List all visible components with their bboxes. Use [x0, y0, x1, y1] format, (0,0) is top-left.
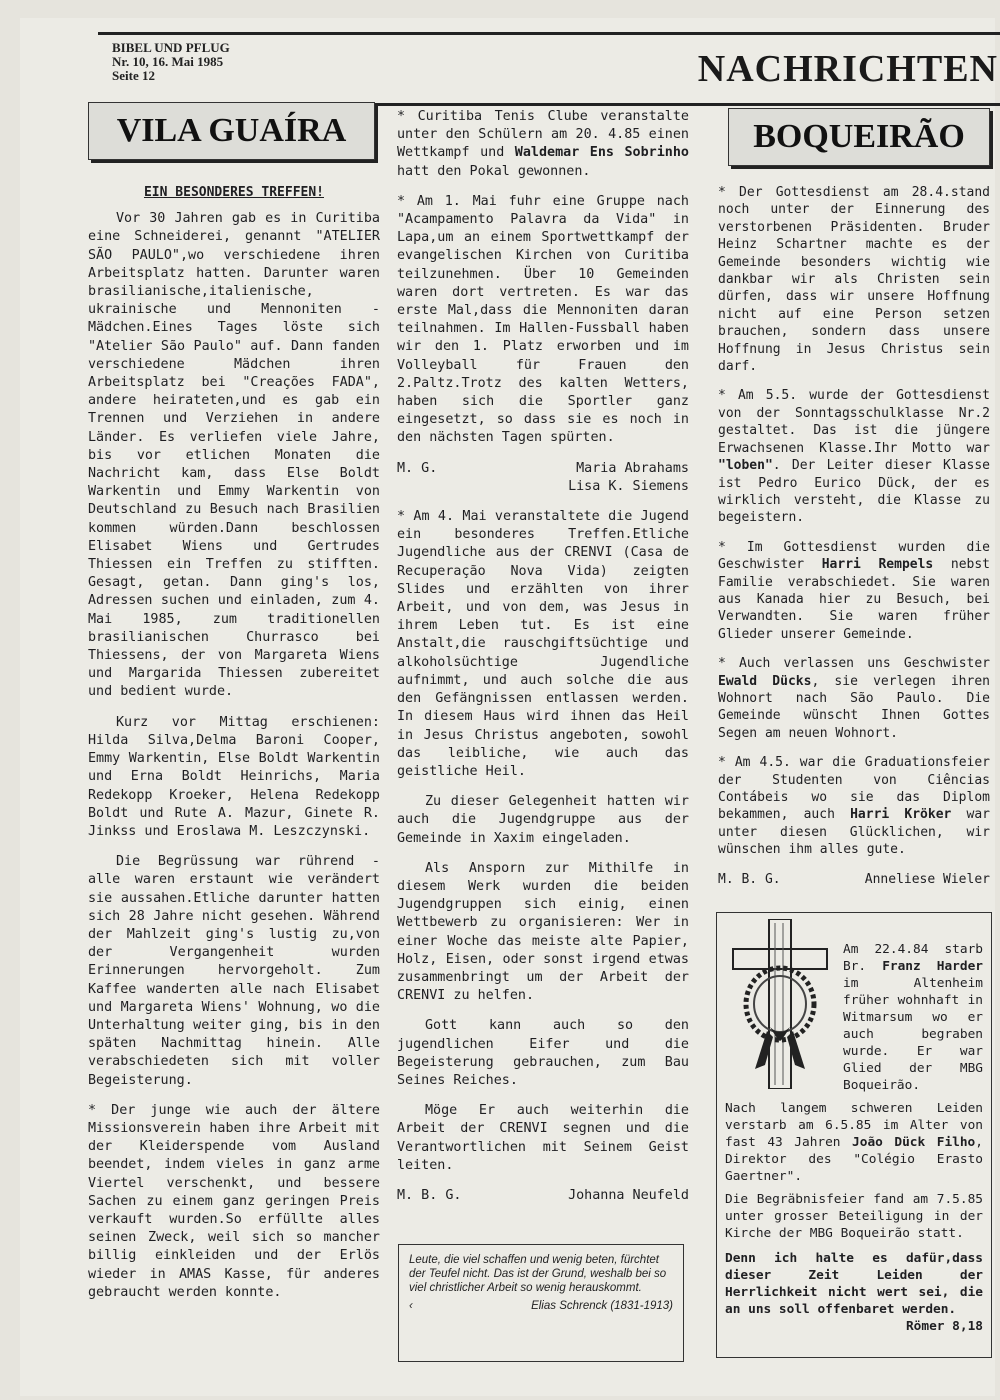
- quote-author: Elias Schrenck (1831-1913): [531, 1300, 673, 1312]
- publication-name: BIBEL UND PFLUG: [112, 40, 230, 55]
- article-paragraph: Kurz vor Mittag erschienen: Hilda Silva,Delma Baroni Cooper, Emmy Warkentin, Else Boldt Warkentin und Erna Boldt Heinrichs, Maria Redekopp Kroeker, Helena Redekopp Boldt und Rute A. Mazur, Ginete R. Jinkss und Eroslawa M. Leszczynski.: [88, 714, 380, 839]
- text-run: , sie verlegen ihren Wohnort nach São Paulo. Die Gemeinde wünscht Ihnen Gottes Segen am neuen Wohnort.: [718, 673, 990, 741]
- signature-name: Maria Abrahams: [576, 460, 689, 476]
- article-paragraph: Die Begrüssung war rührend - alle waren erstaunt wie verändert sie aussahen.Etliche darunter hatten sich 28 Jahre nicht gesehen. Während der Mahlzeit ging's lustig zu,von der Vergangenheit wurden Erinnerungen hervorgeholt. Zum Kaffee wanderten alle nach Elisabet und Margareta Wiens' Wohnung, wo die Unterhaltung weiter ging, bis in den späten Nachmittag hinein. Alle verabschiedeten sich mit voller Begeisterung.: [88, 854, 380, 1088]
- article-paragraph: Zu dieser Gelegenheit hatten wir auch die Jugendgruppe aus der Gemeinde in Xaxim eingeladen.: [397, 794, 689, 846]
- text-run: * Auch verlassen uns Geschwister: [718, 656, 990, 672]
- article-paragraph: [718, 539, 990, 643]
- issue-number: Nr. 10, 16. Mai 1985: [112, 54, 224, 69]
- bold-name: Harri Rempels: [821, 557, 934, 573]
- text-run: im Altenheim früher wohnhaft in Witmarsum wo er auch begraben wurde. Er war Glied der MBG Boqueirão.: [843, 976, 983, 1093]
- column-middle: [397, 108, 689, 1217]
- signature-org: M. B. G.: [397, 1187, 462, 1203]
- article-paragraph: Gott kann auch so den jugendlichen Eifer und die Begeisterung gebrauchen, zum Bau Seines Reiches.: [397, 1018, 689, 1088]
- bold-name: Waldemar Ens Sobrinho: [514, 145, 689, 161]
- article-paragraph: * Der junge wie auch der ältere Missionsverein haben ihre Arbeit mit der Kleiderspende vom Ausland beendet, indem vieles in ganz arme Viertel verschenkt, und bessere Sachen zu einem ganz geringen Preis verkauft wurden.So erfüllte alles seinen Zweck, weil sich so mancher billig einkleiden und der Erlös wieder in AMAS Kasse, für anderes gebraucht werden konnte.: [88, 1102, 380, 1300]
- text-run: * Im Gottesdienst wurden die Geschwister: [718, 539, 990, 573]
- bold-name: João Dück Filho: [852, 1135, 976, 1150]
- quote-author-line: [409, 1299, 673, 1313]
- article-paragraph: [718, 387, 990, 526]
- bold-name: Franz Harder: [882, 959, 983, 974]
- publication-info: [112, 41, 230, 83]
- signature-name: Johanna Neufeld: [568, 1187, 689, 1203]
- text-run: * Am 5.5. wurde der Gottesdienst von der Sonntagsschulklasse Nr.2 gestaltet. Das ist die jüngere Erwachsenen Klasse.Ihr Motto war: [718, 388, 990, 456]
- obituary-paragraph: [843, 919, 983, 1094]
- signature: [718, 871, 990, 888]
- text-run: Nach langem schweren Leiden verstarb am 6.5.85 im Alter von fast 43 Jahren: [725, 1101, 983, 1150]
- text-run: hatt den Pokal gewonnen.: [397, 163, 591, 179]
- signature: [397, 460, 689, 496]
- boqueirao-title: BOQUEIRÃO: [728, 108, 990, 166]
- article-paragraph: Vor 30 Jahren gab es in Curitiba eine Schneiderei, genannt "ATELIER SÃO PAULO",wo verschiedene ihren Arbeitsplatz hatten. Darunter waren brasilianische,italienische, ukrainische und Mennoniten - Mädchen.Eines Tages löste sich "Atelier São Paulo" auf. Dann fanden verschiedene Mädchen ihren Arbeitsplatz bei "Creações FADA", andere heirateten,und es gab ein Trennen und Verziehen in andere Länder. Es verliefen viele Jahre, bis vor etlichen Monaten die Nachricht kam, dass Else Boldt Warkentin und Emmy Warkentin von Deutschland zu Besuch nach Brasilien kommen würden.Dann beschlossen Elisabet Wiens und Gertrudes Thiessen ein Treffen zu stifften. Gesagt, getan. Dann ging's los, Adressen suchen und einladen, zum 4. Mai 1985, zum traditionellen brasilianischen Churrasco bei Thiessens, der von Margareta Wiens und Margarida Thiessen zubereitet und bedient wurde.: [88, 211, 380, 700]
- bold-name: Harri Kröker: [850, 807, 952, 823]
- article-subhead: EIN BESONDERES TREFFEN!: [143, 185, 324, 200]
- obituary-paragraph: Die Begräbnisfeier fand am 7.5.85 unter grosser Beteiligung in der Kirche der MBG Boqueirão statt.: [725, 1192, 983, 1241]
- article-paragraph: * Am 4. Mai veranstaltete die Jugend ein besonderes Treffen.Etliche Jugendliche aus der CRENVI (Casa de Recuperação Nova Vida) zeigten Slides und erzählten von ihrer Arbeit, und von dem, was Jesus in ihrem Leben tut. Es ist eine Anstalt,die rauschgiftsüchtige und alkoholsüchtige Jugendliche aufnimmt, und auch solche die aus den Gefängnissen entlassen werden. In diesem Haus wird ihnen das Heil in Jesus Christus angeboten, sowohl das leibliche, wie auch das geistliche Heil.: [397, 509, 689, 779]
- newspaper-page: [20, 18, 998, 1396]
- signature: [397, 1187, 689, 1205]
- text-run: Am 22.4.84 starb Br.: [843, 942, 983, 974]
- article-paragraph: [397, 108, 689, 181]
- column-boqueirao: [718, 184, 990, 900]
- text-run: war unter diesen Glücklichen, wir wünschen ihm alles gute.: [718, 807, 991, 858]
- vila-guaira-title: VILA GUAÍRA: [88, 102, 375, 160]
- page-number: Seite 12: [112, 68, 155, 83]
- cross-wreath-icon: [725, 919, 835, 1089]
- signature-org: M. G.: [397, 460, 438, 476]
- signature-name: Anneliese Wieler: [864, 871, 990, 887]
- bold-name: Ewald Dücks: [718, 673, 812, 689]
- signature-org: M. B. G.: [718, 871, 781, 887]
- quote-mark: ‹: [409, 1300, 413, 1312]
- bold-word: "loben": [718, 458, 773, 474]
- column-vila-guaira: [88, 184, 380, 1314]
- text-run: , Direktor des "Colégio Erasto Gaertner".: [725, 1135, 983, 1184]
- article-paragraph: * Der Gottesdienst am 28.4.stand noch unter der Einnerung des verstorbenen Präsidenten. Bruder Heinz Schartner machte es der Gemeinde besonders wichtig wie dankbar wir als Christen sein dürfen, dass wir unsere Hoffnung nicht auf eine Person setzen brauchen, sondern dass unsere Hoffnung in Jesus Christus sein darf.: [718, 185, 990, 375]
- section-title: NACHRICHTEN: [697, 48, 998, 90]
- article-paragraph: [718, 754, 990, 858]
- text-run: * Curitiba Tenis Clube veranstalte unter den Schülern am 20. 4.85 einen Wettkampf und: [397, 109, 689, 161]
- obituary-paragraph: [725, 1100, 983, 1185]
- text-run: * Am 4.5. war die Graduationsfeier der Studenten von Ciências Contábeis wo sie das Diplom bekammen, auch: [718, 755, 990, 823]
- text-run: . Der Leiter dieser Klasse ist Pedro Eurico Dück, der es wirklich versteht, die Klasse zu begeistern.: [718, 458, 990, 526]
- article-paragraph: Möge Er auch weiterhin die Arbeit der CRENVI segnen und die Verantwortlichen mit Seinem Geist leiten.: [397, 1103, 689, 1173]
- masthead: [98, 32, 1000, 106]
- signature-name: Lisa K. Siemens: [568, 478, 689, 494]
- bible-verse: Denn ich halte es dafür,dass dieser Zeit Leiden der Herrlichkeit nicht wert sei, die an uns soll offenbaret werden.: [725, 1251, 983, 1317]
- bible-reference: Römer 8,18: [905, 1319, 983, 1334]
- quote-box: [398, 1244, 684, 1362]
- article-paragraph: Als Ansporn zur Mithilfe in diesem Werk wurden die beiden Jugendgruppen sich einig, einen Wettbewerb zu organisieren: Wer in einer Woche das meiste alte Papier, Holz, Eisen, oder sonst irgend etwas zusammenbringt um der Arbeit der CRENVI zu helfen.: [397, 860, 689, 1004]
- obituary-box: [716, 912, 992, 1358]
- article-paragraph: [718, 655, 990, 742]
- text-run: nebst Familie verabschiedet. Sie waren aus Kanada hier zu Besuch, bei Verwandten. Sie waren früher Glieder unserer Gemeinde.: [718, 557, 991, 642]
- article-paragraph: * Am 1. Mai fuhr eine Gruppe nach "Acampamento Palavra da Vida" in Lapa,um an einem Sportwettkampf der evangelischen Kirchen von Curitiba teilzunehmen. Über 10 Gemeinden waren dort vertreten. Es war das erste Mal,dass die Mennoniten daran teilnahmen. Im Hallen-Fussball haben wir den 1. Platz erworben und im Volleyball für Frauen den 2.Paltz.Trotz des kalten Wetters, haben sich die Sportler ganz eingesetzt, so dass sie es noch in den nächsten Tagen spürten.: [397, 193, 689, 446]
- quote-text: Leute, die viel schaffen und wenig beten, fürchtet der Teufel nicht. Das ist der Grund, weshalb bei so viel christlicher Arbeit so wenig herauskommt.: [409, 1254, 667, 1294]
